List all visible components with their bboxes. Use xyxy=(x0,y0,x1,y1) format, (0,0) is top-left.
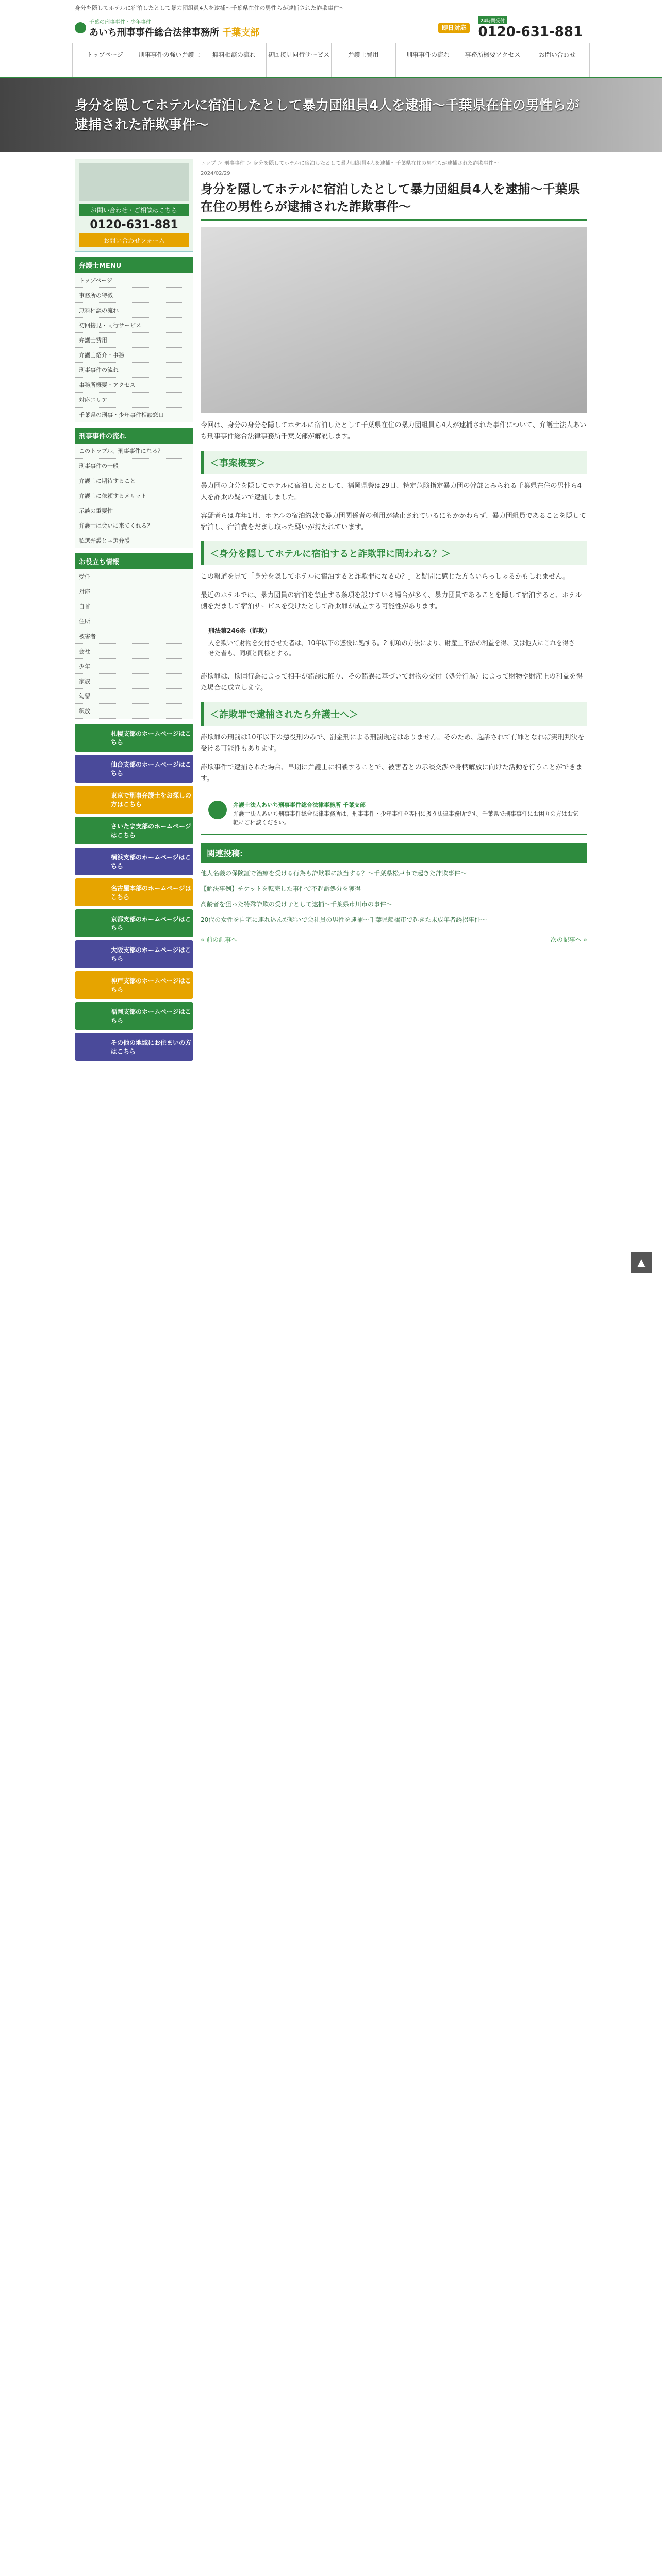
main-content xyxy=(201,159,587,1064)
branch-banner[interactable]: 大阪支部のホームページはこちら xyxy=(75,940,193,968)
header-tel[interactable] xyxy=(474,15,588,41)
side-menu3-item[interactable]: 受任 xyxy=(75,569,193,584)
side-menu2-item[interactable]: 刑事事件の一般 xyxy=(75,459,193,473)
side-menu3-head: お役立ち情報 xyxy=(75,553,193,569)
heading-penalty: ＜詐欺罪で逮捕されたら弁護士へ＞ xyxy=(201,702,587,726)
nav-item[interactable]: 弁護士費用 xyxy=(332,43,396,77)
global-nav xyxy=(0,38,662,78)
lawyer-photo xyxy=(79,163,189,201)
side-menu-3 xyxy=(75,553,193,719)
side-menu-head: 弁護士MENU xyxy=(75,257,193,273)
post-navigation xyxy=(201,935,587,944)
side-menu2-item[interactable]: 私選弁護と国選弁護 xyxy=(75,533,193,548)
side-contact-label: お問い合わせ・ご相談はこちら xyxy=(79,204,189,216)
post-date: 2024/02/29 xyxy=(201,171,230,176)
side-menu3-item[interactable]: 住所 xyxy=(75,614,193,629)
office-box xyxy=(201,793,587,835)
side-menu-item[interactable]: 刑事事件の流れ xyxy=(75,363,193,378)
law-box-text: 人を欺いて財物を交付させた者は、10年以下の懲役に処する。2 前項の方法により、財産上不法の利益を得、又は他人にこれを得させた者も、同項と同様とする。 xyxy=(208,639,575,657)
logo-sub: 千葉の刑事事件・少年事件 xyxy=(89,19,151,25)
question-text-2: 最近のホテルでは、暴力団員の宿泊を禁止する条項を設けている場合が多く、暴力団員であることを隠して宿泊すると、ホテル側をだまして宿泊サービスを受けたとして詐欺罪が成立する可能性があります。 xyxy=(201,591,582,611)
branch-banner[interactable]: 東京で刑事弁護士をお探しの方はこちら xyxy=(75,786,193,814)
office-name: 弁護士法人あいち刑事事件総合法律事務所 千葉支部 xyxy=(233,802,366,808)
branch-banner[interactable]: 札幌支部のホームページはこちら xyxy=(75,724,193,752)
branch-banner[interactable]: 仙台支部のホームページはこちら xyxy=(75,755,193,783)
law-box xyxy=(201,620,587,664)
logo-name xyxy=(89,25,259,39)
side-menu3-item[interactable]: 釈放 xyxy=(75,704,193,719)
breadcrumb[interactable]: トップ ＞ 刑事事件 ＞ 身分を隠してホテルに宿泊したとして暴力団組員4人を逮捕〜千葉県在住の男性らが逮捕された詐欺事件〜 xyxy=(201,161,499,166)
related-link[interactable]: 【解決事例】チケットを転売した事件で不起訴処分を獲得 xyxy=(201,885,361,892)
hero xyxy=(0,78,662,152)
side-menu-item[interactable]: トップページ xyxy=(75,273,193,288)
side-menu xyxy=(75,257,193,422)
sidebar xyxy=(75,159,193,1064)
side-menu-item[interactable]: 対応エリア xyxy=(75,393,193,408)
branch-banner[interactable]: その他の地域にお住まいの方はこちら xyxy=(75,1033,193,1061)
case-text: 暴力団の身分を隠してホテルに宿泊したとして、福岡県警は29日、特定危険指定暴力団の幹部とみられる千葉県在住の男性ら4人を詐欺の疑いで逮捕しました。 xyxy=(201,482,582,501)
header xyxy=(0,18,662,38)
branch-banners xyxy=(75,724,193,1061)
prev-link[interactable]: « 前の記事へ xyxy=(201,936,238,943)
side-tel: 0120-631-881 xyxy=(90,218,178,231)
side-menu-item[interactable]: 事務所の特徴 xyxy=(75,288,193,303)
side-form-button[interactable]: お問い合わせフォーム xyxy=(79,233,189,247)
related-head: 関連投稿: xyxy=(201,843,587,863)
logo-branch: 千葉支部 xyxy=(222,27,260,38)
office-logo-icon xyxy=(208,801,227,819)
branch-banner[interactable]: 福岡支部のホームページはこちら xyxy=(75,1002,193,1030)
nav-item[interactable]: 刑事事件の強い弁護士 xyxy=(137,43,202,77)
nav-item[interactable]: 事務所概要アクセス xyxy=(460,43,525,77)
logo-name-text: あいち刑事事件総合法律事務所 xyxy=(89,27,219,38)
side-menu-item[interactable]: 事務所概要・アクセス xyxy=(75,378,193,393)
heading-question: ＜身分を隠してホテルに宿泊すると詐欺罪に問われる？＞ xyxy=(201,541,587,565)
side-menu-item[interactable]: 弁護士紹介・事務 xyxy=(75,348,193,363)
logo[interactable] xyxy=(75,18,259,39)
question-text: この報道を見て「身分を隠してホテルに宿泊すると詐欺罪になるの？」と疑問に感じた方もいらっしゃるかもしれません。 xyxy=(201,573,570,581)
question-text-3: 詐欺罪は、欺罔行為によって相手が錯誤に陥り、その錯誤に基づいて財物の交付（処分行為）によって財物や財産上の利益を得た場合に成立します。 xyxy=(201,673,583,692)
nav-item[interactable]: 刑事事件の流れ xyxy=(396,43,460,77)
penalty-text: 詐欺罪の刑罰は10年以下の懲役刑のみで、罰金刑による刑罰規定はありません。そのため、起訴されて有罪となれば実刑判決を受ける可能性もあります。 xyxy=(201,734,585,753)
related-link[interactable]: 20代の女性を自宅に連れ込んだ疑いで会社員の男性を逮捕〜千葉県船橋市で起きた未成年者誘拐事件〜 xyxy=(201,916,487,923)
back-to-top-button[interactable]: ▲ xyxy=(631,1252,652,1273)
next-link[interactable]: 次の記事へ » xyxy=(550,936,587,943)
top-note: 身分を隠してホテルに宿泊したとして暴力団組員4人を逮捕〜千葉県在住の男性らが逮捕された詐欺事件〜 xyxy=(75,5,345,11)
side-menu3-item[interactable]: 家族 xyxy=(75,674,193,689)
heading-case: ＜事案概要＞ xyxy=(201,451,587,474)
law-box-title: 刑法第246条（詐欺） xyxy=(208,627,271,634)
tel-label: 24時間受付 xyxy=(478,16,507,24)
side-menu2-item[interactable]: 弁護士に依頼するメリット xyxy=(75,488,193,503)
side-menu2-item[interactable]: 弁護士は会いに来てくれる？ xyxy=(75,518,193,533)
branch-banner[interactable]: 神戸支部のホームページはこちら xyxy=(75,971,193,999)
side-menu-item[interactable]: 千葉県の刑事・少年事件相談窓口 xyxy=(75,408,193,422)
side-menu2-item[interactable]: 示談の重要性 xyxy=(75,503,193,518)
side-menu-item[interactable]: 弁護士費用 xyxy=(75,333,193,348)
branch-banner[interactable]: 名古屋本部のホームページはこちら xyxy=(75,878,193,906)
tel-number: 0120-631-881 xyxy=(478,24,583,40)
side-menu2-item[interactable]: このトラブル、刑事事件になる？ xyxy=(75,444,193,459)
page-title: 身分を隠してホテルに宿泊したとして暴力団組員4人を逮捕〜千葉県在住の男性らが逮捕された詐欺事件〜 xyxy=(201,180,587,221)
hero-title: 身分を隠してホテルに宿泊したとして暴力団組員4人を逮捕〜千葉県在住の男性らが逮捕された詐欺事件〜 xyxy=(75,98,580,133)
logo-icon xyxy=(75,22,86,33)
side-menu3-item[interactable]: 対応 xyxy=(75,584,193,599)
side-menu3-item[interactable]: 会社 xyxy=(75,644,193,659)
side-menu-item[interactable]: 初回接見・同行サービス xyxy=(75,318,193,333)
branch-banner[interactable]: 横浜支部のホームページはこちら xyxy=(75,848,193,875)
side-contact-banner[interactable] xyxy=(75,159,193,252)
nav-item[interactable]: お問い合わせ xyxy=(525,43,590,77)
nav-item[interactable]: 初回接見同行サービス xyxy=(267,43,331,77)
branch-banner[interactable]: さいたま支部のホームページはこちら xyxy=(75,817,193,844)
article-image xyxy=(201,227,587,413)
side-menu3-item[interactable]: 勾留 xyxy=(75,689,193,704)
related-link[interactable]: 他人名義の保険証で治療を受ける行為も詐欺罪に該当する？〜千葉県松戸市で起きた詐欺事件〜 xyxy=(201,870,467,877)
same-day-badge: 即日対応 xyxy=(438,23,469,33)
penalty-text-2: 詐欺事件で逮捕された場合、早期に弁護士に相談することで、被害者との示談交渉や身柄解放に向けた活動を行うことができます。 xyxy=(201,764,583,783)
side-menu2-item[interactable]: 弁護士に期待すること xyxy=(75,473,193,488)
side-menu3-item[interactable]: 被害者 xyxy=(75,629,193,644)
nav-item[interactable]: 無料相談の流れ xyxy=(202,43,267,77)
side-menu2-head: 刑事事件の流れ xyxy=(75,428,193,444)
intro-text: 今回は、身分の身分を隠してホテルに宿泊したとして千葉県在住の暴力団組員ら4人が逮捕された事件について、弁護士法人あいち刑事事件総合法律事務所千葉支部が解説します。 xyxy=(201,421,587,440)
office-text: 弁護士法人あいち刑事事件総合法律事務所は、刑事事件・少年事件を専門に扱う法律事務所です。千葉県で刑事事件にお困りの方はお気軽にご相談ください。 xyxy=(233,810,579,826)
side-menu3-item[interactable]: 少年 xyxy=(75,659,193,674)
side-menu3-item[interactable]: 自首 xyxy=(75,599,193,614)
related-link[interactable]: 高齢者を狙った特殊詐欺の受け子として逮捕〜千葉県市川市の事件〜 xyxy=(201,901,393,908)
side-menu-2 xyxy=(75,428,193,548)
side-menu-item[interactable]: 無料相談の流れ xyxy=(75,303,193,318)
case-text-2: 容疑者らは昨年1月、ホテルの宿泊約款で暴力団関係者の利用が禁止されているにもかかわらず、暴力団組員であることを隠して宿泊し、宿泊費をだまし取った疑いが持たれています。 xyxy=(201,512,586,531)
nav-item[interactable]: トップページ xyxy=(72,43,137,77)
related-posts xyxy=(201,843,587,925)
branch-banner[interactable]: 京都支部のホームページはこちら xyxy=(75,909,193,937)
